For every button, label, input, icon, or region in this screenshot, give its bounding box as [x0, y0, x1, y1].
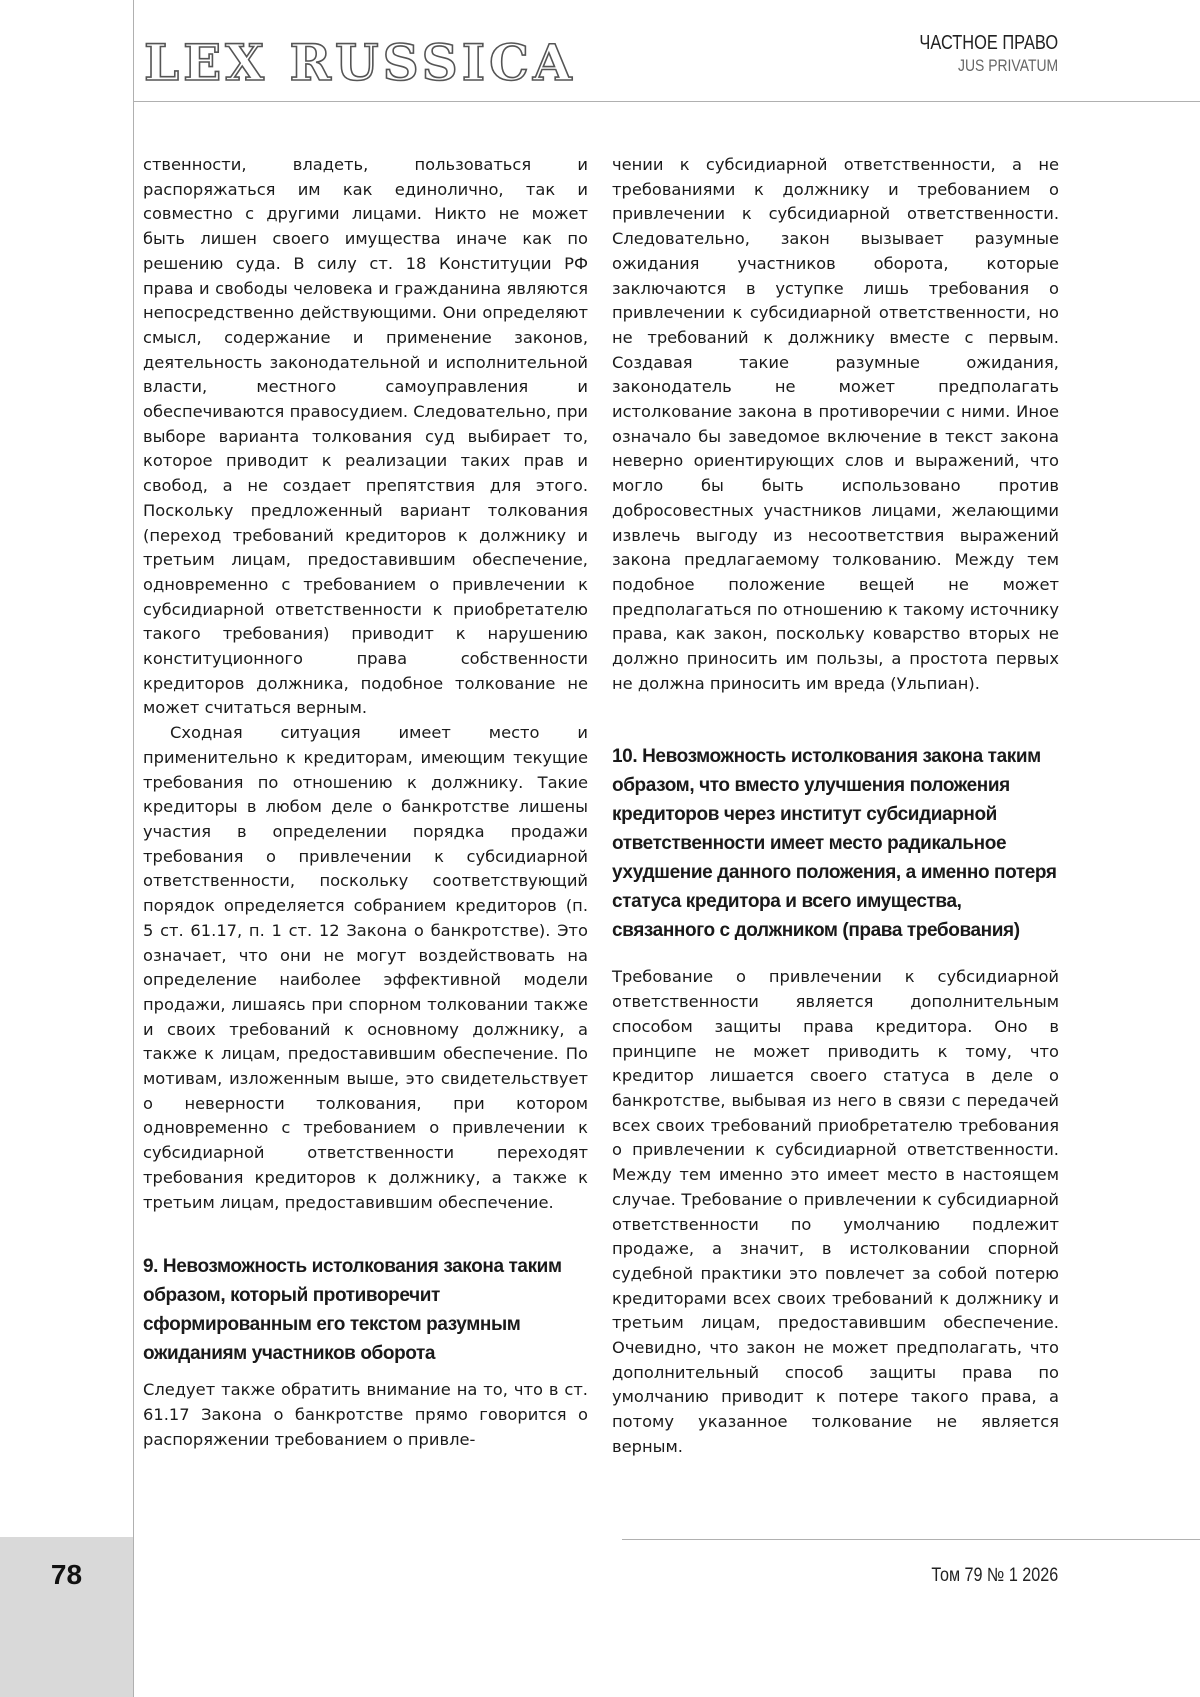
- vertical-rule: [133, 0, 134, 1697]
- paragraph: ственности, владеть, пользоваться и распоряжаться им как единолично, так и совместно с другими лицами. Никто не может быть лишен своего имущества иначе как по решению суда. В силу ст. 18 Конституции РФ права и свободы человека и гражданина являются непосредственно действующими. Они определяют смысл, содержание и применение законов, деятельность законодательной и исполнительной власти, местного самоуправления и обеспечиваются правосудием. Следовательно, при выборе варианта толкования суд выбирает то, которое приводит к реализации таких прав и свобод, а не создает препятствия для этого. Поскольку предложенный вариант толкования (переход требований кредиторов к должнику и третьим лицам, предоставившим обеспечение, одновременно с требованием о привлечении к субсидиарной ответственности к приобретателю такого требования) приводит к нарушению конституционного права собственности кредиторов должника, подобное толкование не может считаться верным.: [143, 155, 588, 718]
- paragraph: Следует также обратить внимание на то, что в ст. 61.17 Закона о банкротстве прямо говорится о распоряжении требованием о привле-: [143, 1380, 588, 1449]
- footer-rule: [622, 1539, 1200, 1540]
- issue-info: Том 79 № 1 2026: [931, 1565, 1058, 1586]
- page-number: 78: [50, 1559, 83, 1590]
- journal-logo: LEX RUSSICA: [144, 33, 576, 92]
- left-column: [143, 153, 588, 1452]
- header-rule: [133, 101, 1200, 102]
- paragraph: Требование о привлечении к субсидиарной ответственности является дополнительным способом защиты права кредитора. Оно в принципе не может приводить к тому, что кредитор лишается своего статуса в деле о банкротстве, выбывая из него в связи с передачей всех своих требований приобретателю требования о привлечении к субсидиарной ответственности. Между тем именно это имеет место в настоящем случае. Требование о привлечении к субсидиарной ответственности по умолчанию подлежит продаже, а значит, в истолковании спорной судебной практики это повлечет за собой потерю кредиторами всех своих требований к должнику и третьим лицам, предоставившим обеспечение. Очевидно, что закон не может предполагать, что дополнительный способ защиты права по умолчанию приводит к потере такого права, а потому указанное толкование не является верным.: [612, 967, 1059, 1456]
- section-title-ru: ЧАСТНОЕ ПРАВО: [919, 32, 1058, 54]
- section-title-latin: JUS PRIVATUM: [957, 56, 1058, 75]
- section-heading-9: 9. Невозможность истолкования закона таким образом, который противоречит сформированным его текстом разумным ожиданиям участников оборота: [143, 1256, 562, 1365]
- left-margin-band: [0, 0, 133, 1697]
- right-column: [612, 153, 1059, 1460]
- paragraph: чении к субсидиарной ответственности, а не требованиями к должнику и требованием о привлечении к субсидиарной ответственности. Следовательно, закон вызывает разумные ожидания участников оборота, которые заключаются в уступке лишь требования о привлечении к субсидиарной ответственности, но не требований к должнику вместе с первым. Создавая такие разумные ожидания, законодатель не может предполагать истолкование закона в противоречии с ними. Иное означало бы заведомое включение в текст закона неверно ориентирующих слов и выражений, что могло бы быть использовано против добросовестных участников лицами, желающими извлечь выгоду из несоответствия выражений закона предлагаемому толкованию. Между тем подобное положение вещей не может предполагаться по отношению к такому источнику права, как закон, поскольку коварство вторых не должно приносить им пользы, а простота первых не должна приносить им вреда (Ульпиан).: [612, 155, 1059, 693]
- paragraph: Сходная ситуация имеет место и применительно к кредиторам, имеющим текущие требования по отношению к должнику. Такие кредиторы в любом деле о банкротстве лишены участия в определении порядка продажи требования о привлечении к субсидиарной ответственности, поскольку соответствующий порядок определяется собранием кредиторов (п. 5 ст. 61.17, п. 1 ст. 12 Закона о банкротстве). Это означает, что они не могут воздействовать на определение наиболее эффективной модели продажи, лишаясь при спорном толковании также и своих требований к основному должнику, а также к лицам, предоставившим обеспечение. По мотивам, изложенным выше, это свидетельствует о неверности толкования, при котором одновременно с требованием о привлечении к субсидиарной ответственности переходят требования кредиторов к должнику, а также к третьим лицам, предоставившим обеспечение.: [143, 723, 588, 1212]
- section-heading-10: 10. Невозможность истолкования закона таким образом, что вместо улучшения положения кредиторов через институт субсидиарной ответственности имеет место радикальное ухудшение данного положения, а именно потеря статуса кредитора и всего имущества, связанного с должником (права требования): [612, 746, 1057, 942]
